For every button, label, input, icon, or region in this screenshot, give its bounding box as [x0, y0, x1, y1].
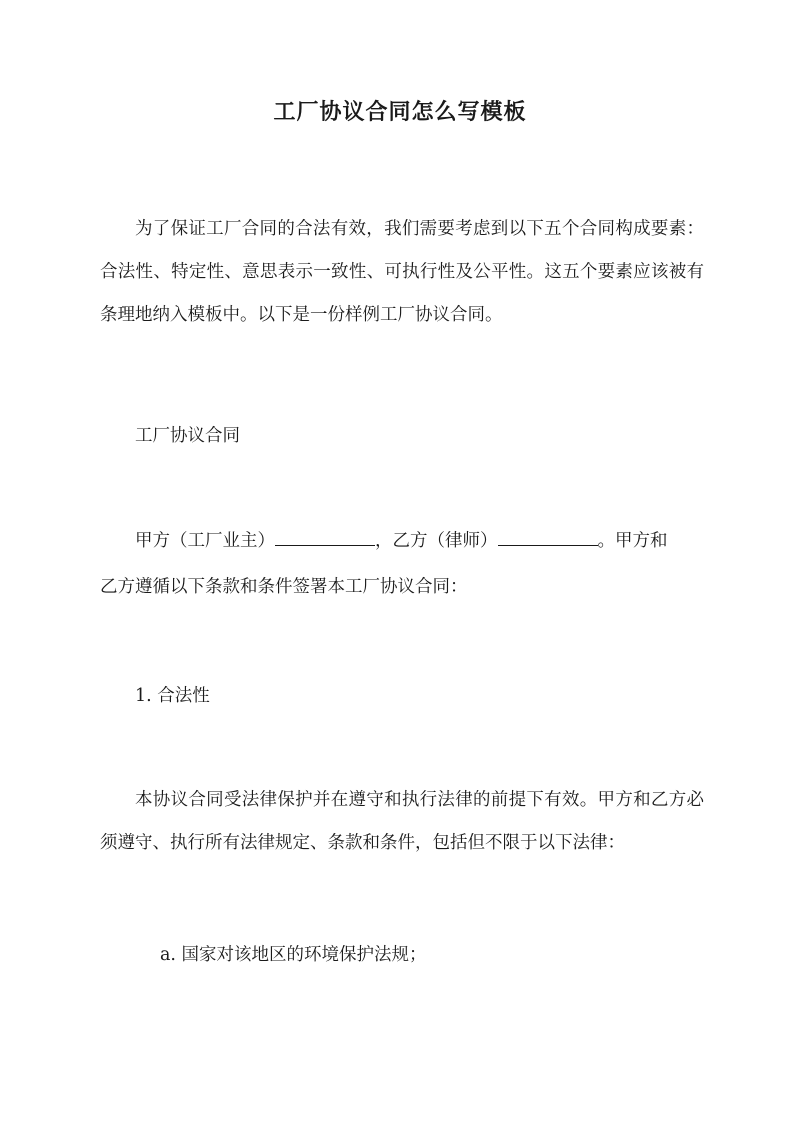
section-1-title: 1. 合法性 — [135, 686, 210, 706]
party-b-blank — [498, 531, 598, 546]
parties-tail: 。甲方和 — [597, 531, 668, 551]
section-1-body: 本协议合同受法律保护并在遵守和执行法律的前提下有效。甲方和乙方必须遵守、执行所有法律规定、条款和条件，包括但不限于以下法律： — [100, 790, 704, 853]
party-a-label: 甲方（工厂业主） — [135, 531, 275, 551]
party-a-blank — [275, 531, 375, 546]
parties-separator: ， — [375, 531, 393, 551]
intro-paragraph: 为了保证工厂合同的合法有效，我们需要考虑到以下五个合同构成要素：合法性、特定性、意思表示一致性、可执行性及公平性。这五个要素应该被有条理地纳入模板中。以下是一份样例工厂协议合同。 — [100, 219, 704, 325]
parties-line — [135, 526, 668, 556]
document-title: 工厂协议合同怎么写模板 — [273, 99, 527, 125]
contract-heading: 工厂协议合同 — [135, 426, 240, 446]
parties-second-line: 乙方遵循以下条款和条件签署本工厂协议合同： — [100, 577, 468, 597]
section-1-item-a: a. 国家对该地区的环境保护法规； — [160, 945, 427, 965]
party-b-label: 乙方（律师） — [392, 531, 498, 551]
